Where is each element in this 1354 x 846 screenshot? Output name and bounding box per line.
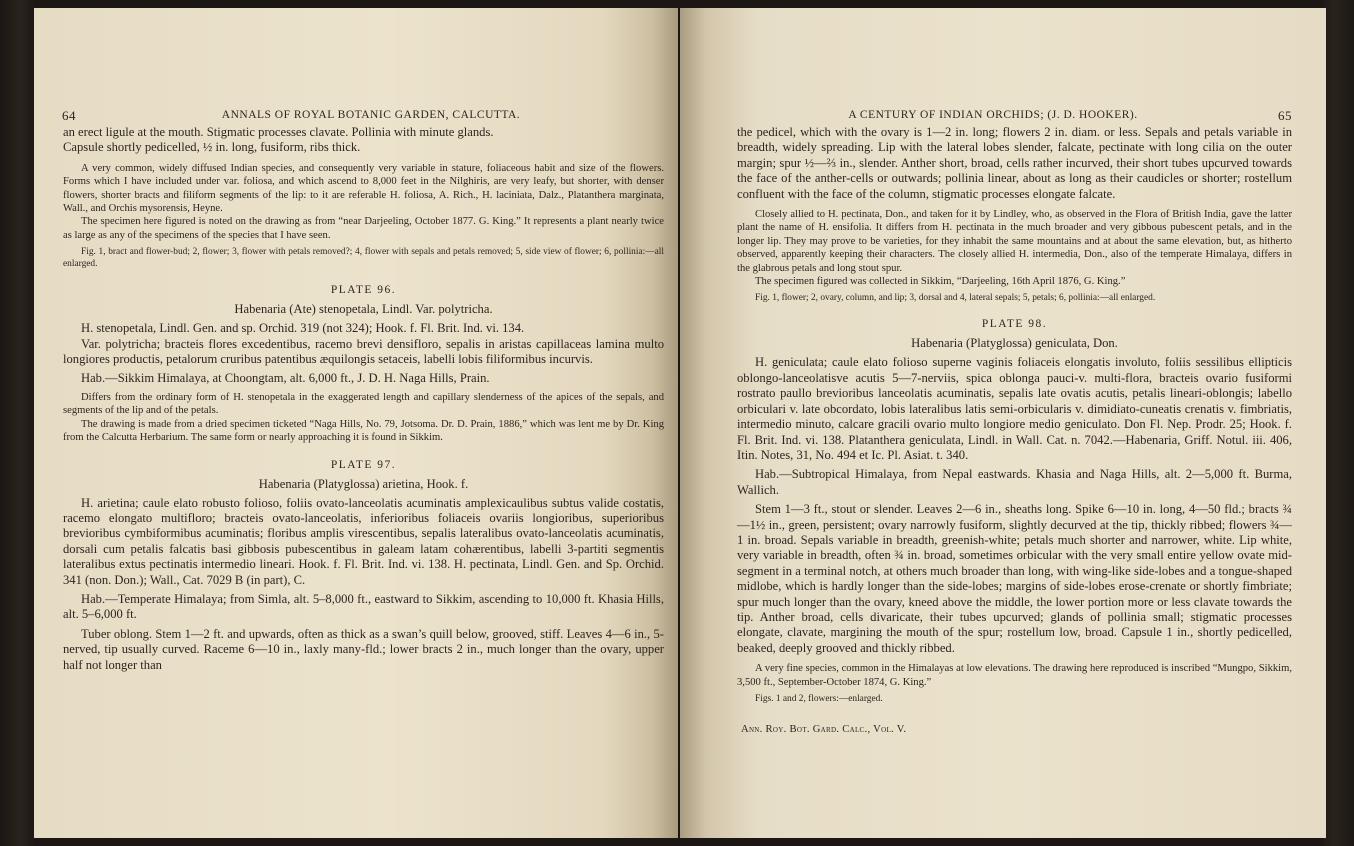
right-page xyxy=(680,8,1326,838)
right-running-title: A CENTURY OF INDIAN ORCHIDS; (J. D. HOOKER). xyxy=(848,109,1138,121)
plate-96-habitat: Hab.—Sikkim Himalaya, at Choongtam, alt. 6,000 ft., J. D. H. Naga Hills, Prain. xyxy=(81,371,490,386)
note-paragraph: A very common, widely diffused Indian species, and consequently very variable in stature, foliaceous habit and size of the flowers. Forms which I have included under var. foliosa, and which ascend to 8,000 feet in the Nilghiris, are very leafy, but shorter, with denser flowers, shorter bracts and filiform segments of the lip: to it are referable H. foliosa, A. Rich., H. laciniata, Dalz., Platanthera marginata, Wall., and Orchis mysorensis, Heyne. xyxy=(63,162,664,215)
figure-legend: Fig. 1, bract and flower-bud; 2, flower; 3, flower with petals removed?; 4, flower with sepals and petals removed; 5, side view of flower; 6, pollinia:—all enlarged. xyxy=(63,247,664,270)
plate-97-species: Habenaria (Platyglossa) arietina, Hook. f. xyxy=(258,476,469,491)
left-page-number: 64 xyxy=(62,108,76,123)
plate-97-habitat: Hab.—Temperate Himalaya; from Simla, alt. 5–8,000 ft., eastward to Sikkim, ascending to 10,000 ft. Khasia Hills, alt. 5–6,000 ft. xyxy=(63,591,664,622)
page-footer-signature: Ann. Roy. Bot. Gard. Calc., Vol. V. xyxy=(741,724,907,735)
plate-98-description: Stem 1—3 ft., stout or slender. Leaves 2—6 in., sheaths long. Spike 6—10 in. long, 4—50 fld.; bracts ¾—1½ in., green, persistent; ovary narrowly fusiform, slightly decurved at the tip, thickly ribbed; flowers ¾—1 in. broad. Sepals variable in breadth, greenish-white; petals much shorter and narrower, white. Lip white, very variable in breadth, often ¾ in. broad, sometimes orbicular with the very small entire yellow ovate mid-segment in a terminal notch, at others much broader than long, with wing-like side-lobes and a tongue-shaped midlobe, which is hardly longer than the side-lobes; margins of side-lobes erose-crenate or shortly fimbriate; spur much longer than the ovary, kneed above the middle, the lower portion more or less clavate towards the tip. Anther broad, cells divaricate, their tubes upcurved; glands of pollinia small; stigmatic processes elongate, clavate, margining the mouth of the spur; rostellum low, broad. Capsule 1 in., shortly pedicelled, beaked, deeply grooved and thickly ribbed. xyxy=(737,502,1292,655)
plate-98-species: Habenaria (Platyglossa) geniculata, Don. xyxy=(911,336,1118,351)
plate-98-habitat: Hab.—Subtropical Himalaya, from Nepal eastwards. Khasia and Naga Hills, alt. 2—5,000 ft. Burma, Wallich. xyxy=(737,467,1292,497)
continued-description: the pedicel, which with the ovary is 1—2 in. long; flowers 2 in. diam. or less. Sepals and petals variable in breadth, widely spreading. Lip with the lateral lobes slender, falcate, pectinate with long cilia on the outer margin; spur ½—⅔ in., slender. Anther short, broad, cells rather incurved, their short tubes upcurved towards the face of the anther-cells or outwards; pollinia linear, about as long as their caudicles or shorter; rostellum confluent with the face of the column, stigmatic processes elongate falcate. xyxy=(737,125,1292,201)
figure-legend: Fig. 1, flower; 2, ovary, column, and lip; 3, dorsal and 4, lateral sepals; 5, petals; 6, pollinia:—all enlarged. xyxy=(755,293,1156,304)
left-running-title: ANNALS OF ROYAL BOTANIC GARDEN, CALCUTTA. xyxy=(221,109,521,121)
plate-96-synonymy: H. stenopetala, Lindl. Gen. and sp. Orchid. 319 (not 324); Hook. f. Fl. Brit. Ind. vi. 134. xyxy=(81,321,525,336)
note-paragraph: Closely allied to H. pectinata, Don., and taken for it by Lindley, who, as observed in the Flora of British India, gave the latter plant the name of H. ensifolia. It differs from H. pectinata in the much broader and very gibbous pubescent petals, and in the longer lip. They may prove to be varieties, for they inhabit the same mountains and at about the same elevation, but, as hitherto observed, apparently keeping their characters. The closely allied H. intermedia, Don., also of the temperate Himalaya, differs in the glabrous petals and long stout spur. xyxy=(737,209,1292,274)
plate-96-note: The drawing is made from a dried specimen ticketed “Naga Hills, No. 79, Jotsoma. Dr. D. Prain, 1886,” which was lent me by Dr. King from the Calcutta Herbarium. The same form or nearly approaching it is found in Sikkim. xyxy=(63,418,664,444)
left-page-content xyxy=(63,125,664,673)
intro-line-1: an erect ligule at the mouth. Stigmatic processes clavate. Pollinia with minute glands. xyxy=(63,125,494,139)
note-paragraph: The specimen here figured is noted on the drawing as from “near Darjeeling, October 1877. G. King.” It represents a plant nearly twice as large as any of the specimens of the species that I have seen. xyxy=(63,216,664,241)
plate-98-latin: H. geniculata; caule elato folioso superne vaginis foliaceis elongatis involuto, foliis sessilibus ellipticis oblongo-lanceolatisve acutis 5—7-nerviis, spica oblonga pauci-v. multi-flora, bracteis ovario fusiformi rostrato paullo brevioribus lanceolatis acuminatis, sepalis late ovatis acutis, petalis lineari-oblongis; labello orbiculari v. late obcordato, lobis lateralibus latis semi-orbicularis v. dimidiato-cuneatis crenatis v. fimbriatis, intermedio minuto, calcare gracili ovario multo longiore medio geniculato. Don Fl. Nep. Prodr. 25; Hook. f. Fl. Brit. Ind. vi. 138. Platanthera geniculata, Lindl. in Wall. Cat. n. 7042.—Habenaria, Griff. Notul. iii. 406, Itin. Notes, 31, No. 494 et Ic. Pl. Asiat. t. 340. xyxy=(737,355,1292,462)
plate-96-latin: Var. polytricha; bracteis flores excedentibus, racemo brevi densifloro, sepalis in aristas capillaceas lamina multo longiores productis, petalorum cruribus patentibus æquilongis setaceis, labelli lobis filiformibus incurvis. xyxy=(63,336,664,367)
plate-96-heading: PLATE 96. xyxy=(330,284,397,297)
plate-98-heading: PLATE 98. xyxy=(981,318,1048,331)
plate-96-note: Differs from the ordinary form of H. stenopetala in the exaggerated length and capillary slenderness of the apices of the sepals, and segments of the lip and of the petals. xyxy=(63,391,664,417)
right-page-content xyxy=(737,125,1292,736)
figure-legend: Figs. 1 and 2, flowers:—enlarged. xyxy=(755,694,883,704)
plate-98-note: A very fine species, common in the Himalayas at low elevations. The drawing here reproduced is inscribed “Mungpo, Sikkim, 3,500 ft., September-October 1874, G. King.” xyxy=(737,663,1292,688)
left-page xyxy=(34,8,678,838)
plate-97-latin: H. arietina; caule elato robusto folioso, foliis ovato-lanceolatis acuminatis amplexicaulibus subtus valide costatis, racemo elongato multifloro; bracteis ovato-lanceolatis, inferioribus foliaceis ovariis longioribus, superioribus brevioribus cymbiformibus acuminatis; floribus amplis virescentibus, sepalis lateralibus ovato-lanceolatis acuminatis, dorsali cum petalis falcatis basi gibbosis pubescentibus in galeam latam cohærentibus, labelli 3-partiti segmentis lateralibus extus pectinatis intermedio lineari. Hook. f. Fl. Brit. Ind. vi. 138. H. pectinata, Lindl. Gen. and Sp. Orchid. 341 (non. Don.); Wall., Cat. 7029 B (in part), C. xyxy=(63,495,664,587)
plate-97-heading: PLATE 97. xyxy=(330,458,397,471)
right-page-number: 65 xyxy=(1278,108,1292,123)
note-paragraph: The specimen figured was collected in Sikkim, “Darjeeling, 16th April 1876, G. King.” xyxy=(755,276,1126,288)
intro-line-2: Capsule shortly pedicelled, ½ in. long, fusiform, ribs thick. xyxy=(63,140,361,155)
plate-96-species: Habenaria (Ate) stenopetala, Lindl. Var. polytricha. xyxy=(234,302,493,317)
plate-97-description: Tuber oblong. Stem 1—2 ft. and upwards, often as thick as a swan’s quill below, grooved, stiff. Leaves 4—6 in., 5-nerved, tip usually curved. Raceme 6—10 in., laxly many-fld.; lower bracts 2 in., much longer than the ovary, upper half not longer than xyxy=(63,626,664,672)
